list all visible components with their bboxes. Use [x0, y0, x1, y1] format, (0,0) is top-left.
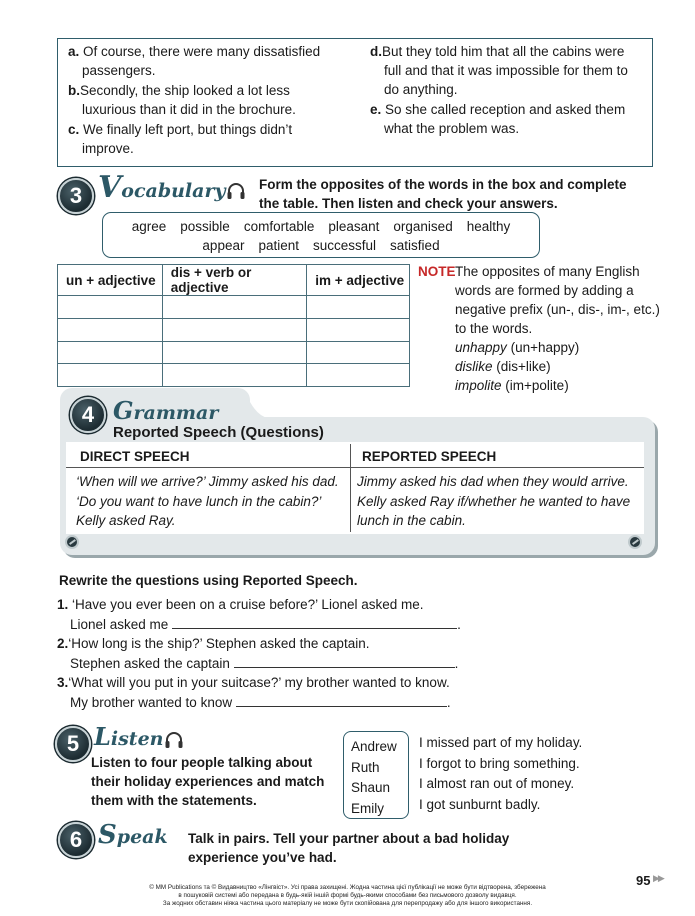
table-cell[interactable]: [58, 296, 163, 319]
sentence-a: a. Of course, there were many dissatisfied passengers.: [68, 44, 321, 78]
copyright-notice: © MM Publications та © Видавництво «Лінгвіст». Усі права захищені. Жодна частина цієї публікації не може бути відтворена, збережена в пошуковій системі або передана в будь-якій іншій формі будь-якими способами без письмового дозволу видавця. За жодних обставин ніяка частина цього матеріалу не може бути скопійована для перепродажу або для іншого використання.: [149, 884, 546, 907]
name-item: Ruth: [351, 759, 380, 775]
table-cell[interactable]: [58, 318, 163, 341]
table-header-dis: dis + verb or adjective: [162, 265, 306, 296]
answer-blank[interactable]: [234, 654, 455, 668]
answer-blank[interactable]: [236, 693, 447, 707]
section-number-badge: 5: [55, 726, 91, 762]
table-cell[interactable]: [307, 341, 410, 364]
answer-blank[interactable]: [172, 615, 457, 629]
section-number-badge: 4: [70, 397, 106, 433]
statement: I forgot to bring something.: [419, 755, 580, 771]
note-body: The opposites of many English words are formed by adding a negative prefix (un-, dis-, im-, etc.) to the words. unhappy (un+happy) dislike (dis+like) impolite (im+polite): [455, 264, 660, 393]
note-example: unhappy (un+happy): [455, 340, 580, 355]
headphones-icon[interactable]: [164, 731, 184, 749]
vocabulary-title: Vocabulary: [98, 170, 226, 205]
reported-speech-example: Jimmy asked his dad when they would arrive. Kelly asked Ray if/whether he wanted to have lunch in the cabin.: [357, 474, 631, 528]
page-number: 95: [636, 873, 651, 888]
word-box: [102, 212, 540, 258]
rewrite-item-2: 2.‘How long is the ship?’ Stephen asked the captain. Stephen asked the captain .: [57, 636, 459, 671]
statements-list: [419, 733, 582, 815]
statement: I got sunburnt badly.: [419, 796, 541, 812]
sentence-c: c. We finally left port, but things didn’t improve.: [68, 122, 293, 156]
word: possible: [180, 219, 230, 234]
word: satisfied: [390, 238, 440, 253]
section-number-badge: 3: [58, 178, 94, 214]
grammar-subtitle: Reported Speech (Questions): [113, 424, 324, 441]
word: healthy: [466, 219, 511, 234]
note-example: impolite (im+polite): [455, 378, 569, 393]
word: appear: [202, 238, 245, 253]
headphones-icon[interactable]: [226, 182, 246, 200]
sentence-b: b.Secondly, the ship looked a lot less luxurious than it did in the brochure.: [68, 83, 296, 117]
grammar-tab-curve: [228, 388, 268, 418]
page-arrows-icon: ▶▶: [653, 873, 663, 883]
note-example: dislike (dis+like): [455, 359, 551, 374]
direct-speech-example: ‘When will we arrive?’ Jimmy asked his dad. ‘Do you want to have lunch in the cabin?’ Kelly asked Ray.: [76, 474, 339, 528]
note-label: NOTE: [418, 264, 456, 279]
name-item: Shaun: [351, 780, 391, 795]
word-row-2: [103, 236, 539, 255]
listen-title: Listen: [94, 722, 164, 751]
table-header-im: im + adjective: [307, 265, 410, 296]
divider: [350, 444, 351, 532]
word: patient: [258, 238, 300, 253]
vocabulary-instruction: Form the opposites of the words in the box and complete the table. Then listen and check your answers.: [259, 177, 627, 211]
speak-instruction: Talk in pairs. Tell your partner about a bad holiday experience you’ve had.: [188, 831, 510, 865]
statement: I missed part of my holiday.: [419, 735, 583, 750]
word: organised: [393, 219, 453, 234]
statement: I almost ran out of money.: [419, 776, 575, 791]
sentence-d: d.But they told him that all the cabins were full and that it was impossible for them to do anything.: [370, 44, 628, 97]
rewrite-item-1: 1. ‘Have you ever been on a cruise before?’ Lionel asked me. Lionel asked me .: [57, 597, 461, 632]
table-header-un: un + adjective: [58, 265, 163, 296]
section-number-badge: 6: [58, 822, 94, 858]
table-cell[interactable]: [162, 296, 306, 319]
screw-icon: [628, 535, 642, 549]
direct-speech-header: DIRECT SPEECH: [80, 449, 190, 464]
table-cell[interactable]: [162, 341, 306, 364]
reported-speech-header: REPORTED SPEECH: [362, 449, 497, 464]
table-cell[interactable]: [58, 364, 163, 387]
table-cell[interactable]: [162, 318, 306, 341]
table-cell[interactable]: [58, 341, 163, 364]
speak-title: Speak: [98, 820, 168, 850]
listen-instruction: Listen to four people talking about their holiday experiences and match them with the statements.: [91, 755, 325, 808]
name-item: Emily: [351, 800, 384, 816]
word-row-1: [103, 217, 539, 236]
table-cell[interactable]: [307, 364, 410, 387]
table-cell[interactable]: [162, 364, 306, 387]
opposites-table: [57, 264, 410, 387]
names-box: [343, 731, 409, 819]
word: agree: [131, 219, 167, 234]
grammar-title: Grammar: [113, 396, 219, 425]
screw-icon: [65, 535, 79, 549]
table-cell[interactable]: [307, 318, 410, 341]
rewrite-instruction: Rewrite the questions using Reported Speech.: [59, 573, 358, 588]
sentence-e: e. So she called reception and asked them what the problem was.: [370, 102, 626, 136]
table-cell[interactable]: [307, 296, 410, 319]
word: comfortable: [243, 219, 315, 234]
word: pleasant: [328, 219, 380, 234]
rewrite-item-3: 3.‘What will you put in your suitcase?’ my brother wanted to know. My brother wanted to know .: [57, 675, 451, 710]
name-item: Andrew: [351, 739, 397, 754]
divider: [66, 467, 644, 468]
word: successful: [313, 238, 377, 253]
